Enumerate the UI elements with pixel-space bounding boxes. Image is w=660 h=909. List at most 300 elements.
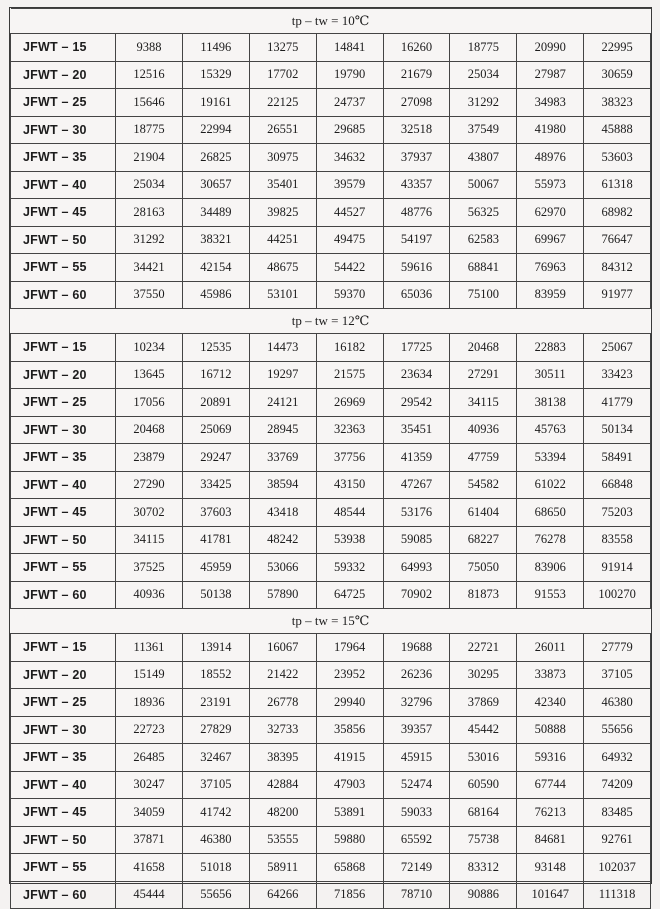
value-cell: 48200: [249, 799, 316, 827]
model-cell: JFWT – 40: [11, 771, 116, 799]
value-cell: 45888: [584, 116, 651, 144]
value-cell: 50888: [517, 716, 584, 744]
value-cell: 30702: [116, 499, 183, 527]
model-cell: JFWT – 20: [11, 61, 116, 89]
value-cell: 32467: [182, 744, 249, 772]
section-header: tp – tw = 12℃: [11, 309, 651, 334]
value-cell: 34489: [182, 199, 249, 227]
value-cell: 12535: [182, 334, 249, 362]
model-cell: JFWT – 55: [11, 254, 116, 282]
value-cell: 75100: [450, 281, 517, 309]
value-cell: 48976: [517, 144, 584, 172]
value-cell: 13645: [116, 361, 183, 389]
model-cell: JFWT – 25: [11, 689, 116, 717]
value-cell: 61404: [450, 499, 517, 527]
value-cell: 29685: [316, 116, 383, 144]
value-cell: 43807: [450, 144, 517, 172]
value-cell: 15329: [182, 61, 249, 89]
capacity-table: [10, 8, 651, 909]
value-cell: 54582: [450, 471, 517, 499]
value-cell: 76278: [517, 526, 584, 554]
model-cell: JFWT – 20: [11, 361, 116, 389]
value-cell: 30511: [517, 361, 584, 389]
value-cell: 13275: [249, 34, 316, 62]
table-row: [11, 444, 651, 472]
table-row: [11, 361, 651, 389]
value-cell: 27290: [116, 471, 183, 499]
value-cell: 10234: [116, 334, 183, 362]
value-cell: 51018: [182, 854, 249, 882]
value-cell: 38395: [249, 744, 316, 772]
value-cell: 32733: [249, 716, 316, 744]
value-cell: 32518: [383, 116, 450, 144]
value-cell: 44251: [249, 226, 316, 254]
value-cell: 34115: [116, 526, 183, 554]
value-cell: 9388: [116, 34, 183, 62]
value-cell: 100270: [584, 581, 651, 609]
value-cell: 84312: [584, 254, 651, 282]
table-row: [11, 116, 651, 144]
value-cell: 13914: [182, 634, 249, 662]
value-cell: 16260: [383, 34, 450, 62]
value-cell: 68164: [450, 799, 517, 827]
value-cell: 67744: [517, 771, 584, 799]
section-header-row: [11, 9, 651, 34]
value-cell: 40936: [450, 416, 517, 444]
table-row: [11, 416, 651, 444]
value-cell: 64932: [584, 744, 651, 772]
table-row: [11, 799, 651, 827]
model-cell: JFWT – 60: [11, 881, 116, 909]
value-cell: 37550: [116, 281, 183, 309]
value-cell: 39825: [249, 199, 316, 227]
value-cell: 45986: [182, 281, 249, 309]
value-cell: 34421: [116, 254, 183, 282]
table-row: [11, 744, 651, 772]
value-cell: 41658: [116, 854, 183, 882]
table-row: [11, 61, 651, 89]
value-cell: 34983: [517, 89, 584, 117]
value-cell: 47267: [383, 471, 450, 499]
value-cell: 68227: [450, 526, 517, 554]
value-cell: 21575: [316, 361, 383, 389]
value-cell: 53555: [249, 826, 316, 854]
value-cell: 21904: [116, 144, 183, 172]
value-cell: 40936: [116, 581, 183, 609]
value-cell: 30295: [450, 661, 517, 689]
value-cell: 43150: [316, 471, 383, 499]
value-cell: 72149: [383, 854, 450, 882]
model-cell: JFWT – 25: [11, 89, 116, 117]
value-cell: 53176: [383, 499, 450, 527]
value-cell: 17725: [383, 334, 450, 362]
value-cell: 17702: [249, 61, 316, 89]
value-cell: 75203: [584, 499, 651, 527]
value-cell: 59616: [383, 254, 450, 282]
value-cell: 52474: [383, 771, 450, 799]
value-cell: 54422: [316, 254, 383, 282]
value-cell: 37549: [450, 116, 517, 144]
value-cell: 46380: [584, 689, 651, 717]
value-cell: 22995: [584, 34, 651, 62]
model-cell: JFWT – 50: [11, 826, 116, 854]
table-row: [11, 499, 651, 527]
model-cell: JFWT – 15: [11, 634, 116, 662]
value-cell: 37869: [450, 689, 517, 717]
value-cell: 19161: [182, 89, 249, 117]
value-cell: 66848: [584, 471, 651, 499]
value-cell: 64993: [383, 554, 450, 582]
value-cell: 53938: [316, 526, 383, 554]
value-cell: 45763: [517, 416, 584, 444]
value-cell: 53891: [316, 799, 383, 827]
value-cell: 26485: [116, 744, 183, 772]
section-header-row: [11, 609, 651, 634]
model-cell: JFWT – 20: [11, 661, 116, 689]
value-cell: 37871: [116, 826, 183, 854]
value-cell: 37603: [182, 499, 249, 527]
value-cell: 83959: [517, 281, 584, 309]
value-cell: 33423: [584, 361, 651, 389]
value-cell: 61022: [517, 471, 584, 499]
value-cell: 53016: [450, 744, 517, 772]
value-cell: 48776: [383, 199, 450, 227]
value-cell: 45915: [383, 744, 450, 772]
value-cell: 30975: [249, 144, 316, 172]
value-cell: 37105: [584, 661, 651, 689]
model-cell: JFWT – 15: [11, 334, 116, 362]
value-cell: 55973: [517, 171, 584, 199]
value-cell: 11361: [116, 634, 183, 662]
value-cell: 29542: [383, 389, 450, 417]
model-cell: JFWT – 15: [11, 34, 116, 62]
value-cell: 83906: [517, 554, 584, 582]
value-cell: 74209: [584, 771, 651, 799]
value-cell: 53394: [517, 444, 584, 472]
value-cell: 83485: [584, 799, 651, 827]
value-cell: 26969: [316, 389, 383, 417]
value-cell: 45442: [450, 716, 517, 744]
value-cell: 37937: [383, 144, 450, 172]
value-cell: 22721: [450, 634, 517, 662]
value-cell: 64725: [316, 581, 383, 609]
table-row: [11, 389, 651, 417]
value-cell: 17056: [116, 389, 183, 417]
value-cell: 14841: [316, 34, 383, 62]
value-cell: 20468: [116, 416, 183, 444]
model-cell: JFWT – 30: [11, 116, 116, 144]
value-cell: 23952: [316, 661, 383, 689]
value-cell: 102037: [584, 854, 651, 882]
value-cell: 75050: [450, 554, 517, 582]
table-row: [11, 581, 651, 609]
value-cell: 59316: [517, 744, 584, 772]
value-cell: 91977: [584, 281, 651, 309]
value-cell: 34632: [316, 144, 383, 172]
value-cell: 37525: [116, 554, 183, 582]
value-cell: 55656: [182, 881, 249, 909]
value-cell: 11496: [182, 34, 249, 62]
value-cell: 76647: [584, 226, 651, 254]
value-cell: 50138: [182, 581, 249, 609]
value-cell: 24737: [316, 89, 383, 117]
value-cell: 71856: [316, 881, 383, 909]
value-cell: 90886: [450, 881, 517, 909]
value-cell: 35856: [316, 716, 383, 744]
table-row: [11, 254, 651, 282]
value-cell: 43418: [249, 499, 316, 527]
value-cell: 29940: [316, 689, 383, 717]
section-header-row: [11, 309, 651, 334]
value-cell: 20891: [182, 389, 249, 417]
table-row: [11, 471, 651, 499]
table-row: [11, 226, 651, 254]
value-cell: 61318: [584, 171, 651, 199]
value-cell: 20990: [517, 34, 584, 62]
table-row: [11, 826, 651, 854]
value-cell: 46380: [182, 826, 249, 854]
value-cell: 54197: [383, 226, 450, 254]
value-cell: 45959: [182, 554, 249, 582]
value-cell: 59880: [316, 826, 383, 854]
model-cell: JFWT – 60: [11, 581, 116, 609]
value-cell: 50134: [584, 416, 651, 444]
model-cell: JFWT – 55: [11, 554, 116, 582]
value-cell: 53101: [249, 281, 316, 309]
model-cell: JFWT – 25: [11, 389, 116, 417]
value-cell: 30657: [182, 171, 249, 199]
value-cell: 25034: [116, 171, 183, 199]
value-cell: 31292: [450, 89, 517, 117]
value-cell: 22994: [182, 116, 249, 144]
model-cell: JFWT – 50: [11, 226, 116, 254]
value-cell: 41742: [182, 799, 249, 827]
value-cell: 16067: [249, 634, 316, 662]
value-cell: 34115: [450, 389, 517, 417]
section-header: tp – tw = 10℃: [11, 9, 651, 34]
model-cell: JFWT – 30: [11, 716, 116, 744]
model-cell: JFWT – 35: [11, 744, 116, 772]
value-cell: 57890: [249, 581, 316, 609]
value-cell: 69967: [517, 226, 584, 254]
value-cell: 23191: [182, 689, 249, 717]
value-cell: 14473: [249, 334, 316, 362]
section-header: tp – tw = 15℃: [11, 609, 651, 634]
table-row: [11, 661, 651, 689]
value-cell: 62583: [450, 226, 517, 254]
value-cell: 49475: [316, 226, 383, 254]
value-cell: 41781: [182, 526, 249, 554]
value-cell: 48675: [249, 254, 316, 282]
value-cell: 42884: [249, 771, 316, 799]
value-cell: 16182: [316, 334, 383, 362]
model-cell: JFWT – 35: [11, 444, 116, 472]
value-cell: 27987: [517, 61, 584, 89]
value-cell: 42340: [517, 689, 584, 717]
value-cell: 37105: [182, 771, 249, 799]
table-row: [11, 771, 651, 799]
value-cell: 15646: [116, 89, 183, 117]
value-cell: 58491: [584, 444, 651, 472]
model-cell: JFWT – 45: [11, 799, 116, 827]
table-row: [11, 89, 651, 117]
table-row: [11, 716, 651, 744]
value-cell: 75738: [450, 826, 517, 854]
value-cell: 70902: [383, 581, 450, 609]
value-cell: 26778: [249, 689, 316, 717]
value-cell: 68650: [517, 499, 584, 527]
value-cell: 65868: [316, 854, 383, 882]
value-cell: 93148: [517, 854, 584, 882]
value-cell: 23879: [116, 444, 183, 472]
value-cell: 28163: [116, 199, 183, 227]
value-cell: 58911: [249, 854, 316, 882]
value-cell: 59085: [383, 526, 450, 554]
value-cell: 15149: [116, 661, 183, 689]
value-cell: 32363: [316, 416, 383, 444]
value-cell: 31292: [116, 226, 183, 254]
value-cell: 59033: [383, 799, 450, 827]
value-cell: 33425: [182, 471, 249, 499]
value-cell: 84681: [517, 826, 584, 854]
value-cell: 38594: [249, 471, 316, 499]
table-row: [11, 281, 651, 309]
value-cell: 101647: [517, 881, 584, 909]
model-cell: JFWT – 60: [11, 281, 116, 309]
value-cell: 21422: [249, 661, 316, 689]
value-cell: 41779: [584, 389, 651, 417]
value-cell: 27098: [383, 89, 450, 117]
value-cell: 19688: [383, 634, 450, 662]
value-cell: 22883: [517, 334, 584, 362]
value-cell: 29247: [182, 444, 249, 472]
value-cell: 25067: [584, 334, 651, 362]
value-cell: 60590: [450, 771, 517, 799]
value-cell: 78710: [383, 881, 450, 909]
capacity-table-sheet: [9, 7, 652, 902]
model-cell: JFWT – 55: [11, 854, 116, 882]
value-cell: 24121: [249, 389, 316, 417]
value-cell: 45444: [116, 881, 183, 909]
value-cell: 18552: [182, 661, 249, 689]
value-cell: 41915: [316, 744, 383, 772]
value-cell: 18936: [116, 689, 183, 717]
table-row: [11, 554, 651, 582]
value-cell: 48544: [316, 499, 383, 527]
model-cell: JFWT – 40: [11, 471, 116, 499]
value-cell: 22125: [249, 89, 316, 117]
value-cell: 53603: [584, 144, 651, 172]
value-cell: 27829: [182, 716, 249, 744]
value-cell: 53066: [249, 554, 316, 582]
value-cell: 16712: [182, 361, 249, 389]
table-row: [11, 171, 651, 199]
value-cell: 35451: [383, 416, 450, 444]
value-cell: 83558: [584, 526, 651, 554]
value-cell: 50067: [450, 171, 517, 199]
model-cell: JFWT – 45: [11, 499, 116, 527]
value-cell: 38321: [182, 226, 249, 254]
model-cell: JFWT – 50: [11, 526, 116, 554]
model-cell: JFWT – 40: [11, 171, 116, 199]
value-cell: 18775: [450, 34, 517, 62]
model-cell: JFWT – 35: [11, 144, 116, 172]
table-row: [11, 334, 651, 362]
value-cell: 56325: [450, 199, 517, 227]
table-row: [11, 526, 651, 554]
value-cell: 30659: [584, 61, 651, 89]
table-row: [11, 199, 651, 227]
value-cell: 37756: [316, 444, 383, 472]
value-cell: 17964: [316, 634, 383, 662]
value-cell: 26236: [383, 661, 450, 689]
value-cell: 59332: [316, 554, 383, 582]
value-cell: 64266: [249, 881, 316, 909]
value-cell: 22723: [116, 716, 183, 744]
value-cell: 19790: [316, 61, 383, 89]
value-cell: 92761: [584, 826, 651, 854]
value-cell: 47903: [316, 771, 383, 799]
value-cell: 65592: [383, 826, 450, 854]
value-cell: 62970: [517, 199, 584, 227]
value-cell: 26825: [182, 144, 249, 172]
value-cell: 33769: [249, 444, 316, 472]
value-cell: 68982: [584, 199, 651, 227]
table-row: [11, 34, 651, 62]
value-cell: 19297: [249, 361, 316, 389]
value-cell: 91914: [584, 554, 651, 582]
model-cell: JFWT – 30: [11, 416, 116, 444]
value-cell: 12516: [116, 61, 183, 89]
value-cell: 27779: [584, 634, 651, 662]
value-cell: 81873: [450, 581, 517, 609]
value-cell: 39357: [383, 716, 450, 744]
value-cell: 23634: [383, 361, 450, 389]
table-row: [11, 144, 651, 172]
value-cell: 44527: [316, 199, 383, 227]
value-cell: 25069: [182, 416, 249, 444]
value-cell: 20468: [450, 334, 517, 362]
value-cell: 41359: [383, 444, 450, 472]
value-cell: 68841: [450, 254, 517, 282]
value-cell: 76213: [517, 799, 584, 827]
value-cell: 55656: [584, 716, 651, 744]
value-cell: 42154: [182, 254, 249, 282]
value-cell: 43357: [383, 171, 450, 199]
value-cell: 32796: [383, 689, 450, 717]
value-cell: 30247: [116, 771, 183, 799]
table-row: [11, 881, 651, 909]
value-cell: 28945: [249, 416, 316, 444]
value-cell: 33873: [517, 661, 584, 689]
value-cell: 48242: [249, 526, 316, 554]
table-row: [11, 689, 651, 717]
value-cell: 59370: [316, 281, 383, 309]
value-cell: 83312: [450, 854, 517, 882]
value-cell: 38138: [517, 389, 584, 417]
value-cell: 65036: [383, 281, 450, 309]
value-cell: 34059: [116, 799, 183, 827]
table-row: [11, 634, 651, 662]
value-cell: 41980: [517, 116, 584, 144]
value-cell: 26551: [249, 116, 316, 144]
value-cell: 47759: [450, 444, 517, 472]
value-cell: 76963: [517, 254, 584, 282]
value-cell: 27291: [450, 361, 517, 389]
value-cell: 39579: [316, 171, 383, 199]
value-cell: 21679: [383, 61, 450, 89]
value-cell: 111318: [584, 881, 651, 909]
